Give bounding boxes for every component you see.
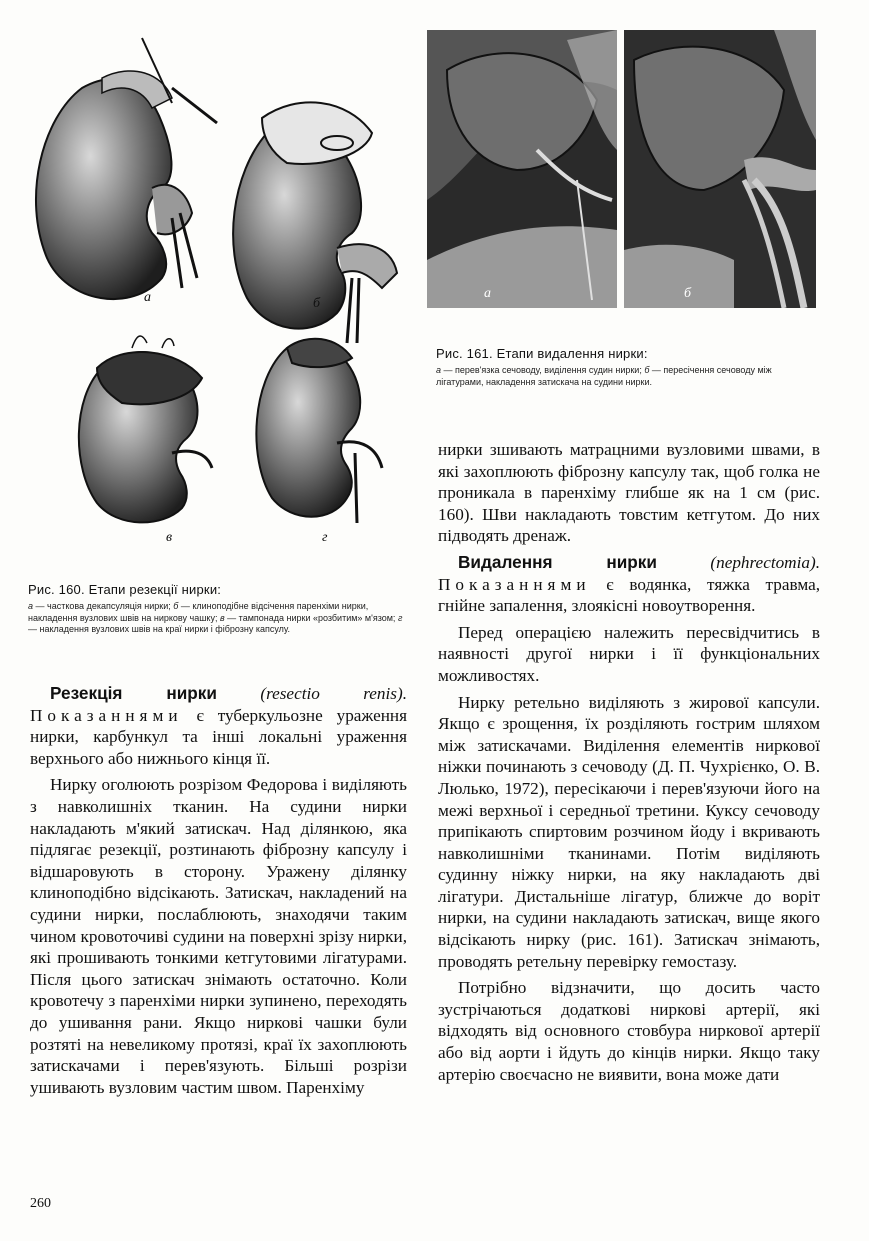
- caption-letter: г: [397, 612, 403, 623]
- section-title-nephrectomy: Видалення нирки: [458, 551, 657, 572]
- caption-letter: а: [28, 601, 34, 611]
- kidney-isolation-paragraph: Нирку ретельно виділяють з жирової капсули. Якщо є зрощення, їх розділяють гострим шляхом між затискачами. Виділення елементів ниркової ніжки починають з сечоводу (Д. П. Чухрієнко, О. В. Люлько, 1972), пересікаючи і перев'язуючи його на межі верхньої і середньої третини. Куксу сечоводу припікають спиртовим розчином йоду і вкривають навколишніми тканинами. Потім виділяють судинну ніжку нирки, на яку накладають дві лігатури. Дистальніше лігатур, ближче до воріт нирки, на судини накладають затискач, вище якого відсікають нирку (рис. 161). Затискач знімають, проводять ретельну перевірку гемостазу.: [438, 692, 820, 971]
- kidney-drawing-b: [217, 73, 407, 358]
- section-title-resection: Резекція нирки: [50, 683, 217, 703]
- caption-letter: в: [219, 612, 225, 623]
- figure-160-caption-text: [28, 601, 408, 636]
- figure-160-caption-title: Рис. 160. Етапи резекції нирки:: [28, 582, 222, 597]
- figure-161-label-b: б: [684, 286, 692, 301]
- figure-161: [427, 30, 817, 310]
- caption-letter: б: [173, 601, 179, 611]
- figure-160-label-v: в: [166, 530, 173, 545]
- latin-term-nephrectomy: (nephrectomia).: [710, 552, 820, 572]
- right-text-column: [438, 439, 820, 1085]
- caption-item-text: — перев'язка сечоводу, виділення судин нирки;: [441, 365, 645, 375]
- left-text-column: [30, 683, 407, 1098]
- indications-word: Показаннями: [438, 574, 591, 594]
- resection-indications-text: є туберкульозне ураження нирки, карбункул та інші локальні ураження верхнього або нижнього кінця її.: [30, 705, 408, 768]
- sutures-paragraph: нирки зшивають матрацними вузловими швами, в які захоплюють фіброзну капсулу так, щоб голка не проникала в паренхіму глибше як на 1 см (рис. 160). Шви накладають товстим кетгутом. До них підводять дренаж.: [438, 440, 820, 546]
- figure-161-caption-title: Рис. 161. Етапи видалення нирки:: [436, 346, 648, 361]
- accessory-arteries-paragraph: Потрібно відзначити, що досить часто зустрічаються додаткові ниркові артерії, які відходять від основного стовбура ниркової артерії або від аорти і йдуть до кінців нирки. Якщо таку артерію своєчасно не виявити, вона може дати: [438, 978, 820, 1084]
- kidney-drawing-v: [62, 328, 242, 528]
- resection-paragraph: [30, 683, 407, 769]
- kidney-drawing-g: [237, 328, 397, 528]
- figure-160: [22, 28, 414, 578]
- preoperative-paragraph: Перед операцією належить пересвідчитись в наявності другої нирки і її функціональних можливостях.: [438, 622, 820, 685]
- page-number: 260: [30, 1196, 51, 1211]
- figure-160-label-g: г: [322, 530, 328, 545]
- caption-item-text: — пересічення сечоводу між лігатурами, накладення затискача на судини нирки.: [436, 365, 772, 387]
- indications-word: Показаннями: [30, 705, 183, 725]
- figure-161-caption-text: [436, 365, 818, 388]
- nephrectomy-drawing-a: [427, 30, 617, 308]
- caption-letter: б: [644, 365, 650, 375]
- nephrectomy-paragraph: [438, 552, 820, 617]
- caption-item-text: — часткова декапсуляція нирки;: [33, 601, 174, 611]
- nephrectomy-drawing-b: [624, 30, 816, 308]
- figure-160-label-b: б: [313, 296, 321, 311]
- latin-term-resection: (resectio renis).: [260, 684, 407, 703]
- figure-160-label-a: а: [144, 290, 151, 305]
- nephrectomy-indications-text: є водянка, тяжка травма, гнійне запалення, злоякісні новоутворення.: [438, 574, 821, 616]
- caption-letter: а: [436, 365, 442, 375]
- caption-item-text: — тампонада нирки «розбитим» м'язом;: [224, 612, 398, 623]
- resection-technique-paragraph: Нирку оголюють розрізом Федорова і виділяють з навколишніх тканин. На судини нирки накладають м'який затискач. Над ділянкою, яка підлягає резекції, розтинають фіброзну капсулу і відшаровують в сторону. Уражену ділянку клиноподібно відсікають. Затискач, накладений на судини нирки, послаблюють, знаходячи таким чином кровоточиві судини на поверхні зрізу нирки, які прошивають тонкими кетгутовими лігатурами. Після цього затискач знімають остаточно. Коли кровотечу з паренхіми нирки зупинено, переходять до ушивання рани. Якщо ниркові чашки були розтяті на невеликому протязі, краї їх захоплюють затискачами і перев'язують. Більші розрізи ушивають вузловим частим швом. Паренхіму: [30, 775, 407, 1097]
- caption-item-text: — клиноподібне відсічення паренхіми нирки, накладення вузлових швів на ниркову чашку;: [28, 601, 369, 623]
- caption-item-text: — накладення вузлових швів на краї нирки і фіброзну капсулу.: [28, 624, 291, 634]
- figure-161-label-a: а: [484, 286, 491, 301]
- kidney-drawing-a: [22, 28, 222, 313]
